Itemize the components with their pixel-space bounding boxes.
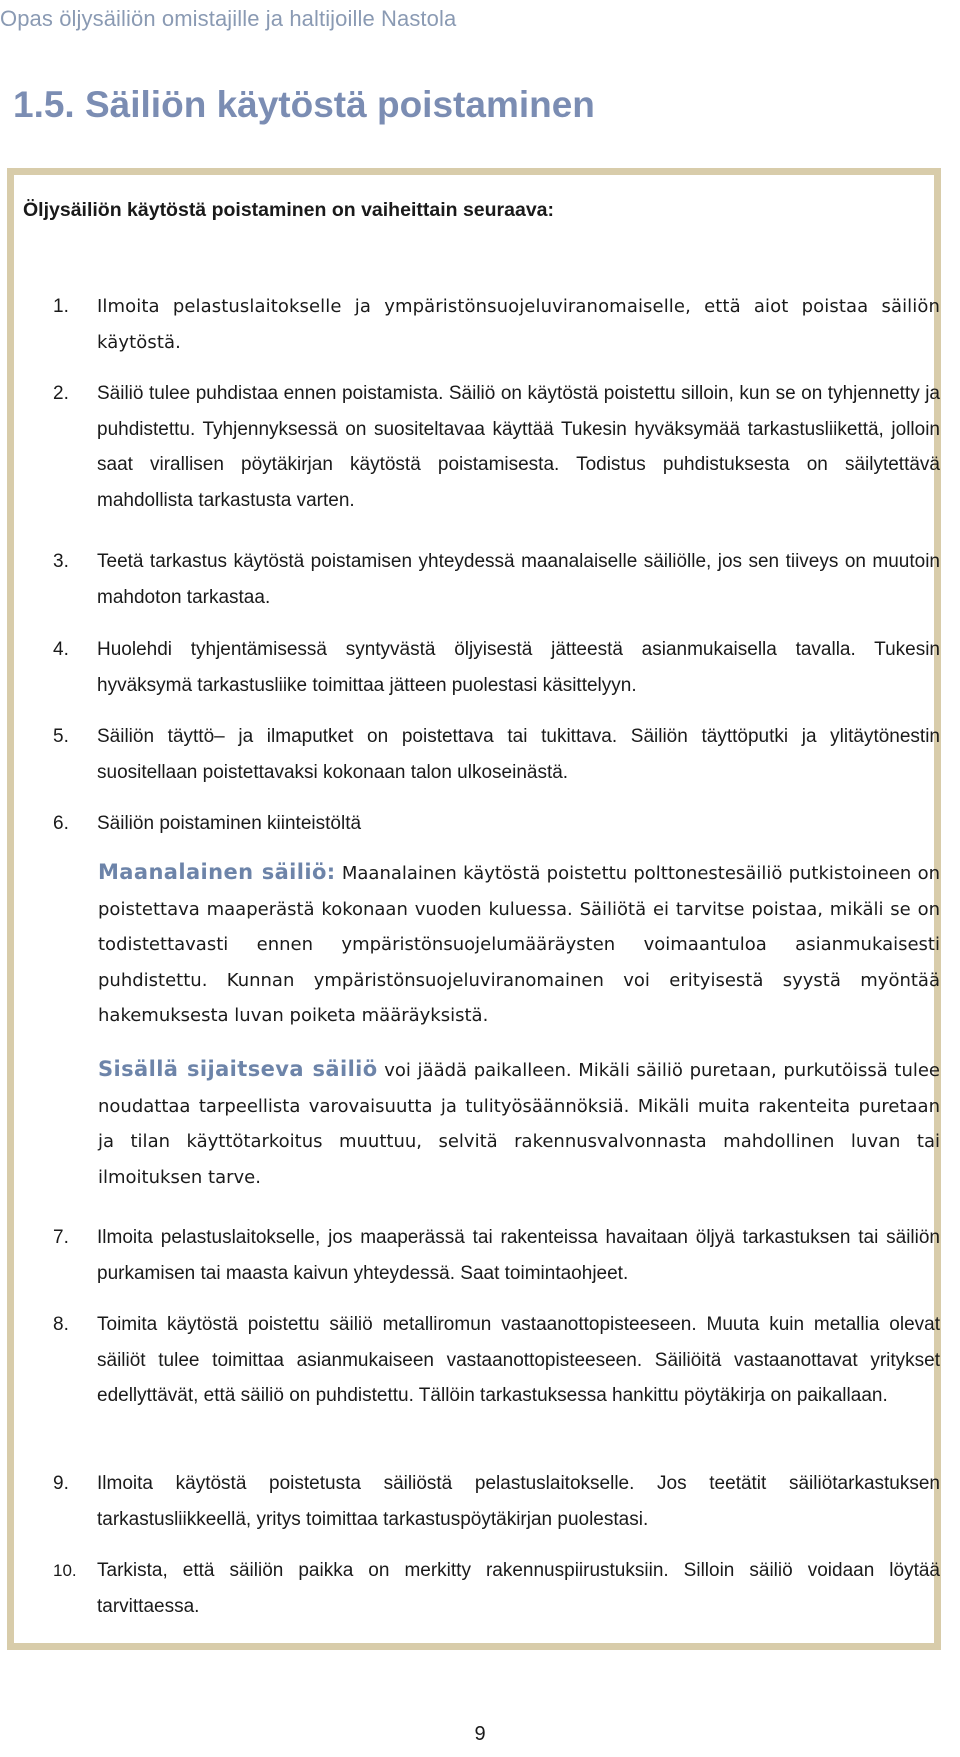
- list-item-text: Ilmoita pelastuslaitokselle ja ympäristönsuojeluviranomaiselle, että aiot poistaa säiliön käytöstä.: [97, 296, 940, 353]
- item-number: 6.: [53, 813, 69, 834]
- item-number: 1.: [53, 296, 69, 317]
- list-item-text: Huolehdi tyhjentämisessä syntyvästä öljyisestä jätteestä asianmukaisella tavalla. Tukesin hyväksymä tarkastusliike toimittaa jätteen puolestasi käsittelyyn.: [97, 639, 940, 696]
- indoor-tank-heading: Sisällä sijaitseva säiliö: [98, 1057, 378, 1081]
- item-number: 10.: [53, 1561, 77, 1580]
- list-item-text: Säiliön poistaminen kiinteistöltä: [97, 813, 362, 834]
- item-number: 9.: [53, 1473, 69, 1494]
- indoor-tank-paragraph: [98, 1052, 940, 1195]
- section-title: 1.5. Säiliön käytöstä poistaminen: [13, 84, 595, 125]
- list-item-text: Ilmoita pelastuslaitokselle, jos maaperässä tai rakenteissa havaitaan öljyä tarkastuksen tai säiliön purkamisen tai maasta kaivun yhteydessä. Saat toimintaohjeet.: [97, 1227, 940, 1284]
- item-number: 2.: [53, 383, 69, 404]
- list-item-text: Tarkista, että säiliön paikka on merkitty rakennuspiirustuksiin. Silloin säiliö voidaan löytää tarvittaessa.: [97, 1560, 940, 1617]
- page-number: 9: [474, 1723, 486, 1745]
- item-number: 8.: [53, 1314, 69, 1335]
- item-number: 5.: [53, 726, 69, 747]
- item-number: 3.: [53, 551, 69, 572]
- list-item-text: Teetä tarkastus käytöstä poistamisen yhteydessä maanalaiselle säiliölle, jos sen tiiveys on muutoin mahdoton tarkastaa.: [97, 551, 940, 608]
- item-number: 4.: [53, 639, 69, 660]
- intro-text: Öljysäiliön käytöstä poistaminen on vaiheittain seuraava:: [23, 199, 555, 221]
- list-item-text: Säiliön täyttö– ja ilmaputket on poistettava tai tukittava. Säiliön täyttöputki ja ylitäytönestin suositellaan poistettavaksi kokonaan talon ulkoseinästä.: [97, 726, 940, 783]
- underground-tank-paragraph: [98, 855, 940, 1034]
- underground-tank-text: Maanalainen käytöstä poistettu polttonestesäiliö putkistoineen on poistettava maaperästä kokonaan vuoden kuluessa. Säiliötä ei tarvitse poistaa, mikäli se on todistettavasti ennen ympäristönsuojelumääräysten voimaantuloa asianmukaisesti puhdistettu. Kunnan ympäristönsuojeluviranomainen voi erityisestä syystä myöntää hakemuksesta luvan poiketa määräyksistä.: [98, 863, 940, 1026]
- underground-tank-heading: Maanalainen säiliö:: [98, 860, 336, 884]
- list-item-text: Ilmoita käytöstä poistetusta säiliöstä pelastuslaitokselle. Jos teetätit säiliötarkastuksen tarkastusliikkeellä, yritys toimittaa tarkastuspöytäkirjan puolestasi.: [97, 1473, 940, 1530]
- list-item-text: Säiliö tulee puhdistaa ennen poistamista. Säiliö on käytöstä poistettu silloin, kun se on tyhjennetty ja puhdistettu. Tyhjennyksessä on suositeltavaa käyttää Tukesin hyväksymää tarkastusliikettä, jolloin saat virallisen pöytäkirjan käytöstä poistamisesta. Todistus puhdistuksesta on säilytettävä mahdollista tarkastusta varten.: [97, 383, 940, 511]
- indoor-tank-text: voi jäädä paikalleen. Mikäli säiliö puretaan, purkutöissä tulee noudattaa tarpeellista varovaisuutta ja tulityösäännöksiä. Mikäli muita rakenteita puretaan ja tilan käyttötarkoitus muuttuu, selvitä rakennusvalvonnasta mahdollinen luvan tai ilmoituksen tarve.: [98, 1060, 940, 1188]
- item-number: 7.: [53, 1227, 69, 1248]
- running-header: Opas öljysäiliön omistajille ja haltijoille Nastola: [0, 6, 457, 31]
- list-item-text: Toimita käytöstä poistettu säiliö metalliromun vastaanottopisteeseen. Muuta kuin metallia olevat säiliöt tulee toimittaa asianmukaiseen vastaanottopisteeseen. Säiliöitä vastaanottavat yritykset edellyttävät, että säiliö on puhdistettu. Tällöin tarkastuksessa hankittu pöytäkirja on paikallaan.: [97, 1314, 940, 1406]
